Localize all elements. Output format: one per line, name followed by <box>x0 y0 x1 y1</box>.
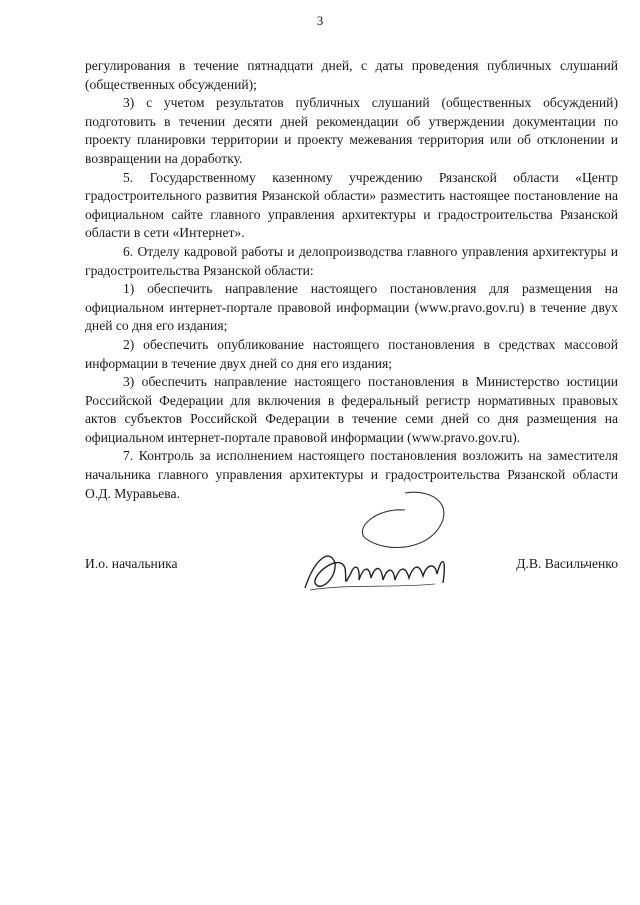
paragraph-item-3-recommendations: 3) с учетом результатов публичных слушаний (общественных обсуждений) подготовить в течении десяти дней рекомендации об утверждении документации по проекту планировки территории и проекту межевания территория или об отклонении и возвращении на доработку. <box>85 95 618 166</box>
paragraph-item-6: 6. Отделу кадровой работы и делопроизводства главного управления архитектуры и градостроительства Рязанской области: <box>85 243 618 278</box>
paragraph-subitem-3: 3) обеспечить направление настоящего постановления в Министерство юстиции Российской Федерации для включения в федеральный регистр нормативных правовых актов субъектов Российской Федерации в течение семи дней со дня размещения на официальном интернет-портале правовой информации (www.pravo.gov.ru). <box>85 374 618 445</box>
paragraph-item-7: 7. Контроль за исполнением настоящего постановления возложить на заместителя начальника главного управления архитектуры и градостроительства Рязанской области О.Д. Муравьева. <box>85 448 618 501</box>
page-number: 3 <box>316 13 324 28</box>
paragraph-subitem-2: 2) обеспечить опубликование настоящего постановления в средствах массовой информации в течение двух дней со дня его издания; <box>85 336 618 371</box>
signature-block <box>85 548 618 608</box>
signatory-title: И.о. начальника <box>85 556 178 571</box>
document-body <box>85 57 618 503</box>
signatory-name: Д.В. Васильченко <box>516 556 618 571</box>
paragraph-item-5: 5. Государственному казенному учреждению Рязанской области «Центр градостроительного развития Рязанской области» разместить настоящее постановление на официальном сайте главного управления архитектуры и градостроительства Рязанской области в сети «Интернет». <box>85 169 618 241</box>
paragraph-subitem-1: 1) обеспечить направление настоящего постановления для размещения на официальном интернет-портале правовой информации (www.pravo.gov.ru) в течение двух дней со дня его издания; <box>85 281 618 334</box>
paragraph-continuation: регулирования в течение пятнадцати дней, с даты проведения публичных слушаний (общественных обсуждений); <box>85 58 618 92</box>
handwritten-signature <box>285 488 465 613</box>
